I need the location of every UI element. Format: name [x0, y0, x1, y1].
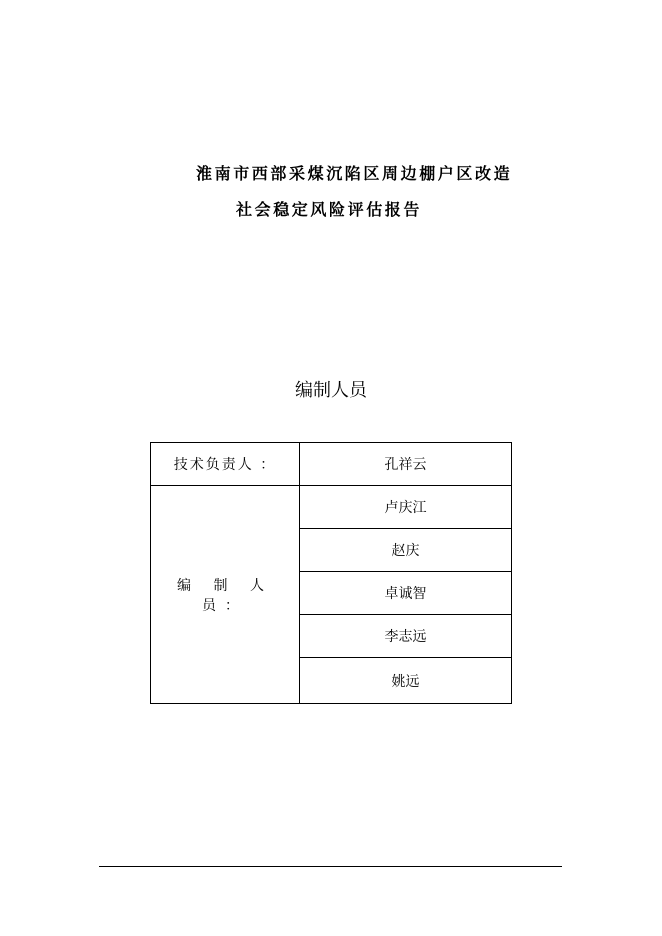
member-name: 姚远 [300, 658, 512, 704]
report-title-line-1: 淮南市西部采煤沉陷区周边棚户区改造 [196, 164, 513, 183]
tech-lead-name: 孔祥云 [300, 443, 512, 486]
report-title-line-2: 社会稳定风险评估报告 [236, 200, 423, 219]
member-name: 卢庆江 [300, 486, 512, 529]
staff-table [150, 442, 512, 704]
footer-rule [99, 866, 562, 867]
members-label: 编 制 人 员： [151, 486, 300, 704]
tech-lead-label: 技术负责人 ： [151, 443, 300, 486]
member-name: 赵庆 [300, 529, 512, 572]
member-name: 李志远 [300, 615, 512, 658]
table-row [151, 443, 512, 486]
section-heading: 编制人员 [295, 380, 367, 401]
table-row [151, 486, 512, 529]
member-name: 卓诚智 [300, 572, 512, 615]
